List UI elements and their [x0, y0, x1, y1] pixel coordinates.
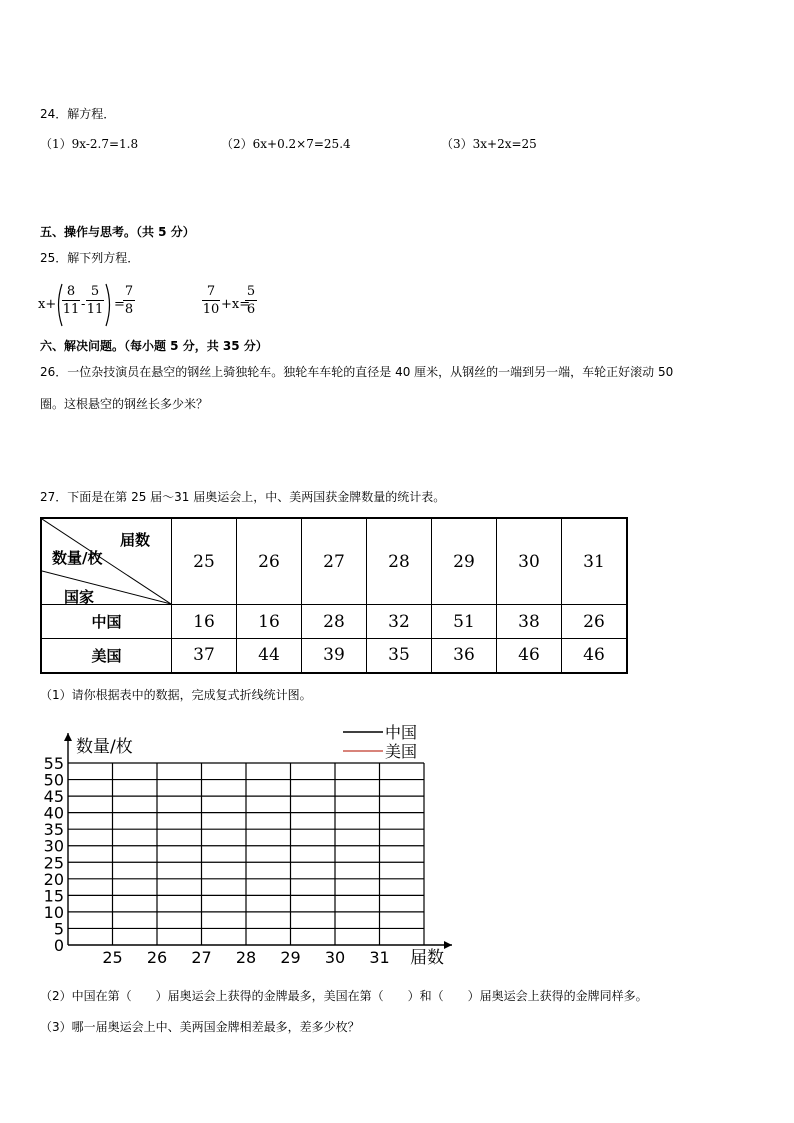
value-cell: 16	[237, 605, 302, 639]
header-editions: 届数	[120, 531, 151, 549]
value-cell: 51	[432, 605, 497, 639]
q24-eq3: （3）3x+2x=25	[441, 137, 537, 151]
legend-label-usa: 美国	[385, 742, 418, 761]
q25-eq1-prefix: x+	[38, 297, 57, 312]
country-cell: 中国	[41, 605, 172, 639]
value-cell: 32	[367, 605, 432, 639]
value-cell: 16	[172, 605, 237, 639]
chart-y-label: 数量/枚	[76, 737, 133, 757]
value-cell: 44	[237, 639, 302, 673]
chart-y-ticks	[44, 754, 64, 955]
edition-cell: 30	[497, 518, 562, 605]
header-country: 国家	[64, 588, 95, 606]
header-quantity: 数量/枚	[52, 549, 103, 567]
legend-label-china: 中国	[385, 723, 418, 742]
y-tick-label: 15	[43, 886, 64, 906]
edition-cell: 31	[562, 518, 628, 605]
edition-cell: 29	[432, 518, 497, 605]
q25-eq1-frac1: 8 11	[62, 284, 80, 317]
q26-line1: 26．一位杂技演员在悬空的钢丝上骑独轮车。独轮车车轮的直径是 40 厘米，从钢丝的一端到另一端，车轮正好滚动 50	[40, 365, 674, 379]
y-tick-label: 25	[43, 853, 64, 873]
x-tick-label: 25	[102, 948, 123, 967]
y-tick-label: 0	[53, 936, 64, 955]
q26-line2: 圈。这根悬空的钢丝长多少米？	[40, 397, 209, 411]
q27-part3: （3）哪一届奥运会上中、美两国金牌相差最多，差多少枚？	[40, 1020, 360, 1034]
q25-eq1-frac3: 7 8	[124, 284, 134, 317]
q25-eq1-minus: -	[81, 297, 86, 312]
q24-eq1: （1）9x-2.7=1.8	[40, 137, 139, 151]
chart-grid	[68, 763, 424, 945]
value-cell: 39	[302, 639, 367, 673]
chart-x-ticks	[102, 948, 389, 967]
value-cell: 26	[562, 605, 628, 639]
q25-eq1-equals: =	[114, 297, 125, 312]
q24-title: 24．解方程．	[40, 107, 116, 121]
y-tick-label: 10	[43, 902, 64, 922]
chart-axes	[64, 733, 452, 949]
edition-cell: 28	[367, 518, 432, 605]
y-tick-label: 5	[53, 919, 64, 939]
q25-eq2-mid: +x=	[221, 297, 251, 312]
y-tick-label: 35	[43, 820, 64, 840]
edition-cell: 27	[302, 518, 367, 605]
chart-x-label: 届数	[410, 948, 444, 968]
q27-part1: （1）请你根据表中的数据，完成复式折线统计图。	[40, 688, 312, 702]
x-tick-label: 30	[324, 948, 346, 967]
country-cell: 美国	[41, 639, 172, 673]
y-tick-label: 50	[43, 770, 64, 790]
value-cell: 38	[497, 605, 562, 639]
q24-eq2: （2）6x+0.2×7=25.4	[221, 137, 351, 151]
x-tick-label: 31	[369, 948, 390, 967]
x-tick-label: 28	[235, 948, 257, 967]
chart-legend	[343, 723, 417, 761]
x-tick-label: 29	[280, 948, 301, 967]
x-tick-label: 26	[146, 948, 168, 967]
y-tick-label: 40	[43, 803, 64, 823]
value-cell: 35	[367, 639, 432, 673]
value-cell: 46	[497, 639, 562, 673]
section5-title: 五、操作与思考。（共 5 分）	[40, 225, 195, 239]
y-axis-arrow-icon	[64, 733, 72, 741]
q27-part2: （2）中国在第（ ）届奥运会上获得的金牌最多，美国在第（ ）和（ ）届奥运会上获得的金牌同样多。	[40, 989, 648, 1003]
q25-title: 25．解下列方程．	[40, 251, 140, 265]
value-cell: 37	[172, 639, 237, 673]
edition-cell: 25	[172, 518, 237, 605]
q25-eq2-frac1: 7 10	[202, 284, 220, 317]
edition-cell: 26	[237, 518, 302, 605]
section6-title: 六、解决问题。（每小题 5 分，共 35 分）	[40, 339, 268, 353]
q25-eq1-frac2: 5 11	[86, 284, 104, 317]
value-cell: 46	[562, 639, 628, 673]
q27-intro: 27．下面是在第 25 届～31 届奥运会上，中、美两国获金牌数量的统计表。	[40, 490, 446, 504]
y-tick-label: 45	[43, 787, 64, 807]
q25-eq2-frac2: 5 6	[246, 284, 256, 317]
y-tick-label: 55	[43, 754, 64, 773]
y-tick-label: 20	[43, 869, 64, 889]
y-tick-label: 30	[43, 836, 64, 856]
value-cell: 28	[302, 605, 367, 639]
x-tick-label: 27	[191, 948, 212, 967]
x-axis-arrow-icon	[444, 941, 452, 949]
value-cell: 36	[432, 639, 497, 673]
